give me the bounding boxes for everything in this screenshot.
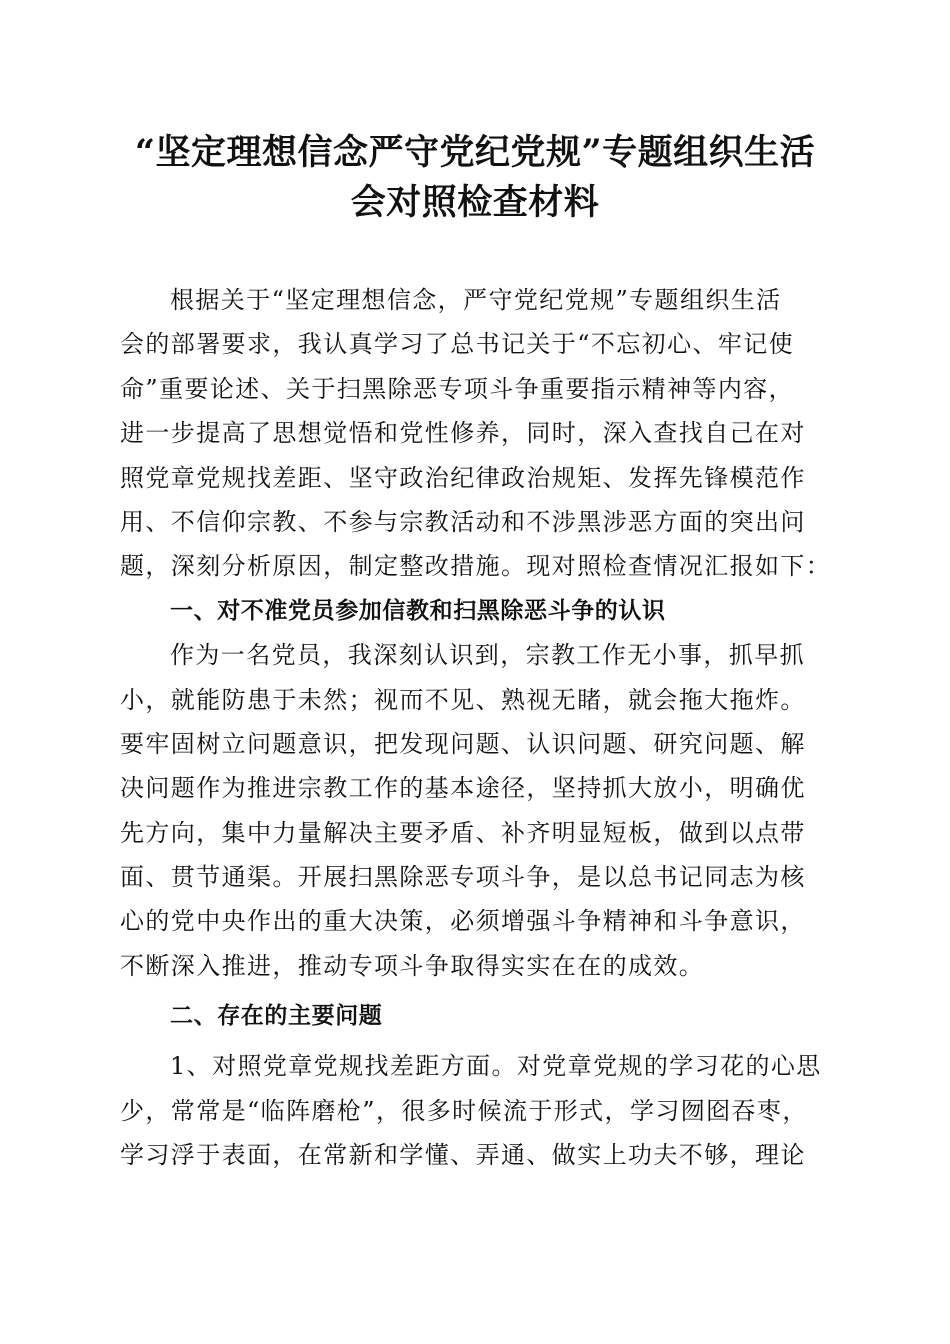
section2-line: 学习浮于表面，在常新和学懂、弄通、做实上功夫不够，理论 xyxy=(120,1141,806,1170)
section1-line: 小，就能防患于未然；视而不见、熟视无睹，就会拖大拖炸。 xyxy=(120,685,806,714)
title-line-1: “坚定理想信念严守党纪党规”专题组织生活 xyxy=(134,132,816,173)
section1-line: 心的党中央作出的重大决策，必须增强斗争精神和斗争意识， xyxy=(120,907,806,936)
section-heading-2: 二、存在的主要问题 xyxy=(170,1003,383,1030)
intro-line: 进一步提高了思想觉悟和党性修养，同时，深入查找自己在对 xyxy=(120,419,806,448)
section2-line: 少，常常是“临阵磨枪”，很多时候流于形式，学习囫囵吞枣， xyxy=(120,1096,808,1125)
intro-line: 题，深刻分析原因，制定整改措施。现对照检查情况汇报如下： xyxy=(120,552,832,581)
intro-line: 用、不信仰宗教、不参与宗教活动和不涉黑涉恶方面的突出问 xyxy=(120,507,806,536)
intro-line: 照党章党规找差距、坚守政治纪律政治规矩、发挥先锋模范作 xyxy=(120,463,806,492)
intro-line: 命”重要论述、关于扫黑除恶专项斗争重要指示精神等内容， xyxy=(120,374,795,403)
section-heading-1: 一、对不准党员参加信教和扫黑除恶斗争的认识 xyxy=(170,597,666,624)
intro-line: 会的部署要求，我认真学习了总书记关于“不忘初心、牢记使 xyxy=(120,330,795,359)
section1-line: 面、贯节通渠。开展扫黑除恶专项斗争，是以总书记同志为核 xyxy=(120,863,806,892)
section1-line: 要牢固树立问题意识，把发现问题、认识问题、研究问题、解 xyxy=(120,729,806,758)
section1-line: 决问题作为推进宗教工作的基本途径，坚持抓大放小，明确优 xyxy=(120,774,806,803)
section1-line: 不断深入推进，推动专项斗争取得实实在在的成效。 xyxy=(120,951,705,980)
intro-line: 根据关于“坚定理想信念，严守党纪党规”专题组织生活 xyxy=(170,286,782,314)
section1-line: 作为一名党员，我深刻认识到，宗教工作无小事，抓早抓 xyxy=(170,641,805,670)
section1-line: 先方向，集中力量解决主要矛盾、补齐明显短板，做到以点带 xyxy=(120,818,806,847)
section2-line: 1、对照党章党规找差距方面。对党章党规的学习花的心思 xyxy=(170,1052,822,1081)
document-title xyxy=(100,128,850,228)
title-line-2: 会对照检查材料 xyxy=(350,182,600,223)
document-body xyxy=(120,278,832,1177)
